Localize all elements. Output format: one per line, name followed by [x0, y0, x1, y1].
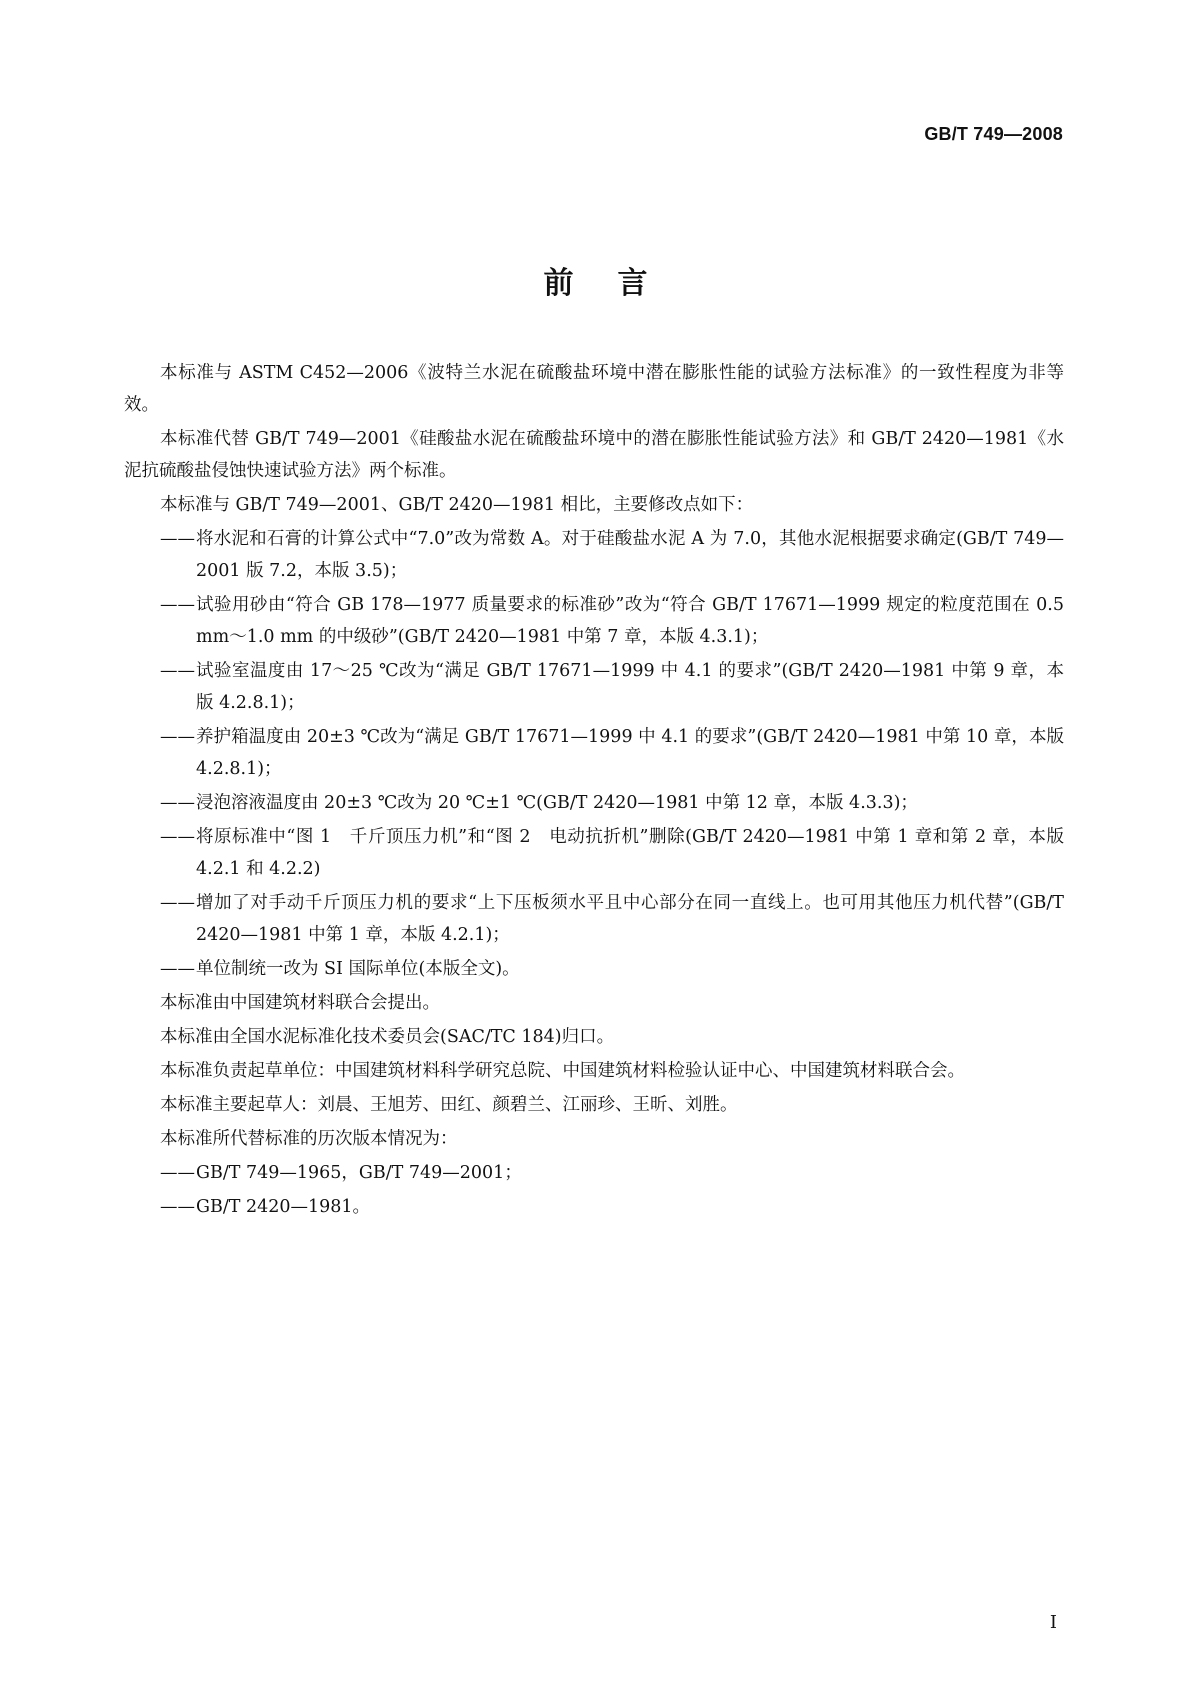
change-item [160, 721, 1064, 785]
change-item [160, 821, 1064, 885]
change-item-text: 养护箱温度由 20±3 ℃改为“满足 GB/T 17671—1999 中 4.1 的要求”(GB/T 2420—1981 中第 10 章，本版 4.2.8.1)； [196, 727, 1064, 779]
paragraph-history-intro: 本标准所代替标准的历次版本情况为： [160, 1129, 458, 1149]
page-title: 前言 [543, 266, 692, 301]
dash-marker: —— [160, 1163, 195, 1183]
foreword-body [124, 357, 1064, 1225]
change-item [160, 953, 1064, 985]
change-item-text: 试验用砂由“符合 GB 178—1977 质量要求的标准砂”改为“符合 GB/T 17671—1999 规定的粒度范围在 0.5 mm～1.0 mm 的中级砂”(GB/T 2420—1981 中第 7 章，本版 4.3.1)； [196, 595, 1064, 647]
change-item [160, 787, 1064, 819]
change-item [160, 887, 1064, 951]
paragraph-drafting-units: 本标准负责起草单位：中国建筑材料科学研究总院、中国建筑材料检验认证中心、中国建筑材料联合会。 [160, 1061, 965, 1081]
change-item-text: 将原标准中“图 1 千斤顶压力机”和“图 2 电动抗折机”删除(GB/T 2420—1981 中第 1 章和第 2 章，本版 4.2.1 和 4.2.2) [196, 827, 1064, 879]
dash-marker: —— [160, 893, 195, 913]
dash-marker: —— [160, 827, 195, 847]
dash-marker: —— [160, 959, 195, 979]
history-item [160, 1191, 1064, 1223]
change-item [160, 655, 1064, 719]
paragraph-changes-intro: 本标准与 GB/T 749—2001、GB/T 2420—1981 相比，主要修改点如下： [160, 495, 754, 515]
dash-marker: —— [160, 727, 195, 747]
page-number: I [1049, 1612, 1057, 1633]
change-item-text: 单位制统一改为 SI 国际单位(本版全文)。 [196, 959, 520, 979]
paragraph-drafters: 本标准主要起草人：刘晨、王旭芳、田红、颜碧兰、江丽珍、王昕、刘胜。 [160, 1095, 738, 1115]
paragraph-replacement: 本标准代替 GB/T 749—2001《硅酸盐水泥在硫酸盐环境中的潜在膨胀性能试验方法》和 GB/T 2420—1981《水泥抗硫酸盐侵蚀快速试验方法》两个标准。 [124, 429, 1064, 481]
paragraph-equivalence: 本标准与 ASTM C452—2006《波特兰水泥在硫酸盐环境中潜在膨胀性能的试验方法标准》的一致性程度为非等效。 [124, 363, 1064, 415]
dash-marker: —— [160, 1197, 195, 1217]
change-item-text: 试验室温度由 17～25 ℃改为“满足 GB/T 17671—1999 中 4.1 的要求”(GB/T 2420—1981 中第 9 章，本版 4.2.8.1)； [196, 661, 1064, 713]
change-item [160, 589, 1064, 653]
paragraph-proposer: 本标准由中国建筑材料联合会提出。 [160, 993, 440, 1013]
change-item-text: 增加了对手动千斤顶压力机的要求“上下压板须水平且中心部分在同一直线上。也可用其他压力机代替”(GB/T 2420—1981 中第 1 章，本版 4.2.1)； [196, 893, 1064, 945]
history-item-text: GB/T 749—1965，GB/T 749—2001； [196, 1163, 522, 1183]
dash-marker: —— [160, 661, 195, 681]
history-item [160, 1157, 1064, 1189]
paragraph-committee: 本标准由全国水泥标准化技术委员会(SAC/TC 184)归口。 [160, 1027, 615, 1047]
dash-marker: —— [160, 529, 195, 549]
change-item-text: 将水泥和石膏的计算公式中“7.0”改为常数 A。对于硅酸盐水泥 A 为 7.0，其他水泥根据要求确定(GB/T 749—2001 版 7.2，本版 3.5)； [196, 529, 1064, 581]
history-item-text: GB/T 2420—1981。 [196, 1197, 371, 1217]
standard-number: GB/T 749—2008 [924, 124, 1063, 144]
change-item [160, 523, 1064, 587]
change-item-text: 浸泡溶液温度由 20±3 ℃改为 20 ℃±1 ℃(GB/T 2420—1981 中第 12 章，本版 4.3.3)； [196, 793, 918, 813]
dash-marker: —— [160, 793, 195, 813]
dash-marker: —— [160, 595, 195, 615]
